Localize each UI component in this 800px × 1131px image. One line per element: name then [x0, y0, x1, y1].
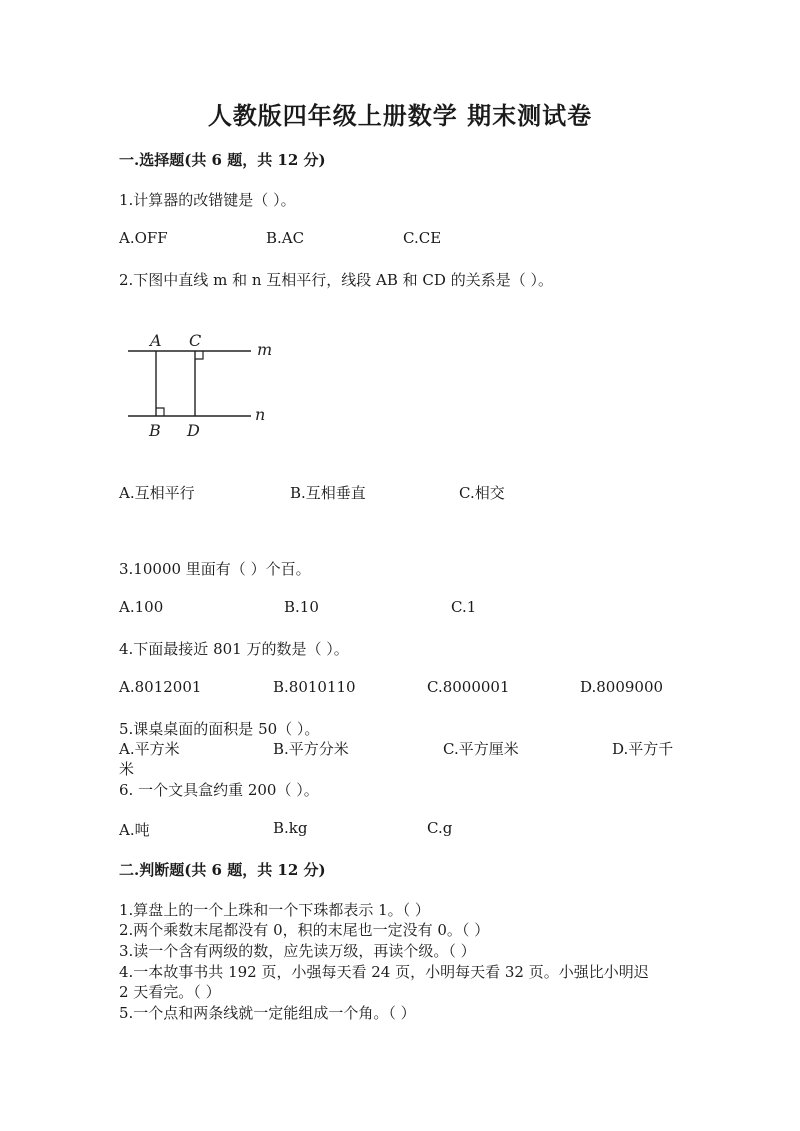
question-5-stem: 5.课桌桌面的面积是 50（ ）。 [119, 720, 320, 738]
label-d: D [187, 421, 200, 440]
judge-item-1: 1.算盘上的一个上珠和一个下珠都表示 1。（ ） [119, 901, 430, 919]
question-5-option-d-wrap: 米 [119, 760, 135, 778]
question-4-stem: 4.下面最接近 801 万的数是（ ）。 [119, 640, 349, 658]
judge-item-4: 4.一本故事书共 192 页，小强每天看 24 页，小明每天看 32 页。小强比小明迟 [119, 963, 649, 981]
question-6-stem: 6. 一个文具盒约重 200（ ）。 [119, 781, 319, 799]
question-1-stem: 1.计算器的改错键是（ ）。 [119, 191, 296, 209]
label-n: n [255, 405, 266, 424]
judge-item-2: 2.两个乘数末尾都没有 0，积的末尾也一定没有 0。（ ） [119, 921, 490, 939]
judge-item-4-wrap: 2 天看完。（ ） [119, 983, 221, 1001]
question-1-option-c: C.CE [403, 229, 442, 247]
question-3-option-b: B.10 [284, 598, 319, 616]
question-6-option-a: A.吨 [119, 821, 150, 839]
judge-item-3: 3.读一个含有两级的数，应先读万级，再读个级。（ ） [119, 942, 476, 960]
right-angle-c [195, 351, 203, 359]
question-2-stem: 2.下图中直线 m 和 n 互相平行，线段 AB 和 CD 的关系是（ ）。 [119, 271, 553, 289]
question-2-option-b: B.互相垂直 [290, 484, 366, 502]
label-b: B [149, 421, 161, 440]
label-c: C [189, 331, 202, 350]
question-3-option-c: C.1 [451, 598, 477, 616]
question-4-option-c: C.8000001 [427, 678, 510, 696]
section-heading-judge: 二.判断题(共 6 题，共 12 分) [119, 861, 326, 879]
question-4-option-d: D.8009000 [580, 678, 664, 696]
question-2-option-c: C.相交 [459, 484, 505, 502]
question-1-option-a: A.OFF [119, 229, 168, 247]
question-6-option-c: C.g [427, 819, 453, 837]
question-3-stem: 3.10000 里面有（ ）个百。 [119, 560, 311, 578]
parallel-lines-figure [119, 326, 289, 441]
question-5-option-b: B.平方分米 [273, 740, 349, 758]
judge-item-5: 5.一个点和两条线就一定能组成一个角。（ ） [119, 1004, 416, 1022]
right-angle-b [156, 408, 164, 416]
question-5-option-d: D.平方千 [612, 740, 674, 758]
label-a: A [150, 331, 162, 350]
question-3-option-a: A.100 [119, 598, 164, 616]
question-6-option-b: B.kg [273, 819, 308, 837]
page-title: 人教版四年级上册数学 期末测试卷 [207, 101, 593, 130]
question-1-option-b: B.AC [266, 229, 305, 247]
label-m: m [257, 340, 273, 359]
question-4-option-b: B.8010110 [273, 678, 356, 696]
question-5-option-c: C.平方厘米 [443, 740, 519, 758]
section-heading-choice: 一.选择题(共 6 题，共 12 分) [119, 151, 326, 169]
question-5-option-a: A.平方米 [119, 740, 180, 758]
question-4-option-a: A.8012001 [119, 678, 202, 696]
question-2-option-a: A.互相平行 [119, 484, 195, 502]
